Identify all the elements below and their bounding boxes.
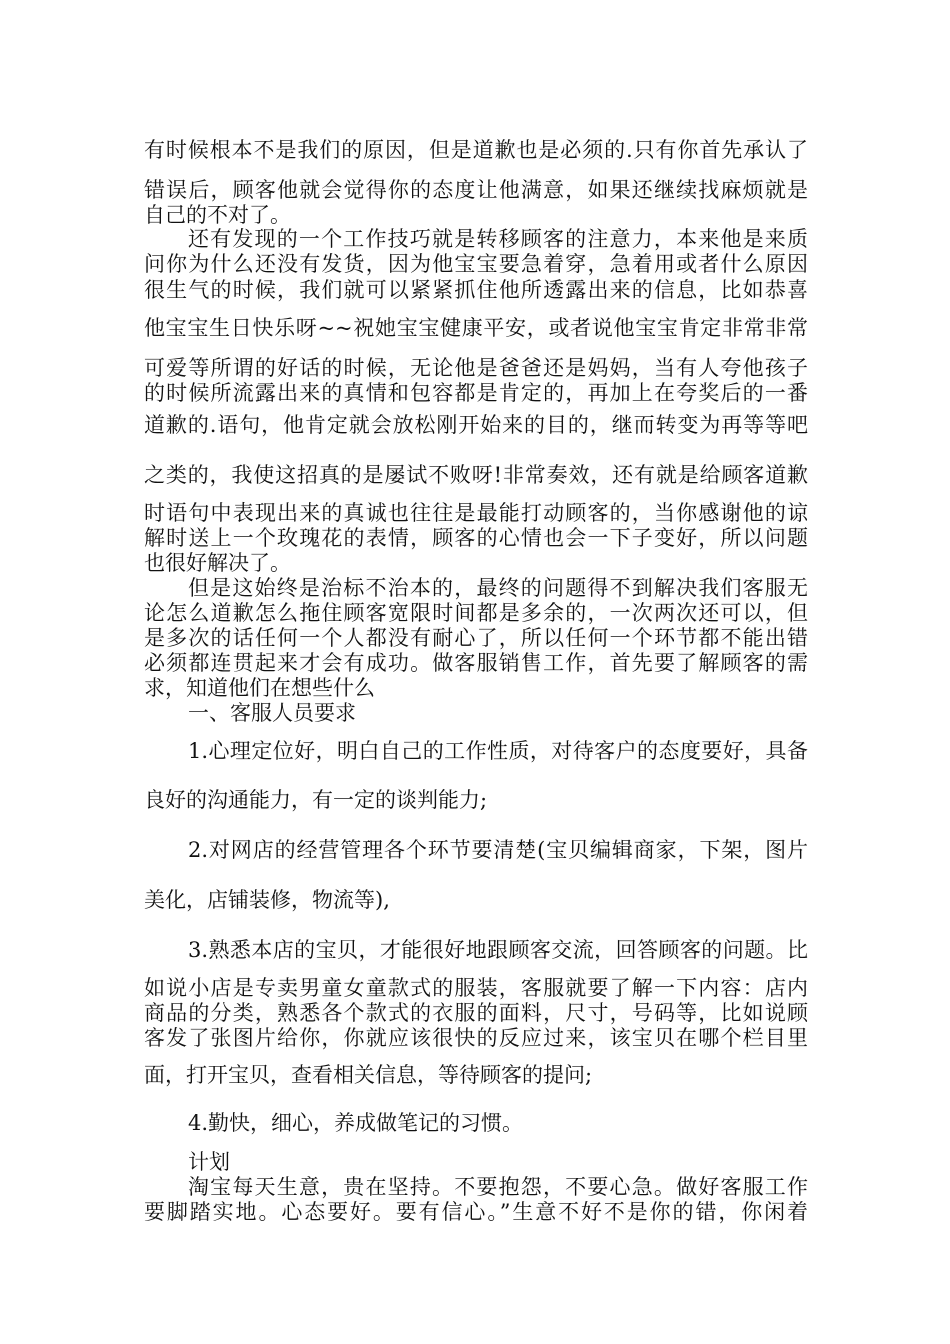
text-line: 2.对网店的经营管理各个环节要清楚(宝贝编辑商家，下架，图片: [188, 838, 808, 862]
text-line: 错误后，顾客他就会觉得你的态度让他满意，如果还继续找麻烦就是: [144, 178, 808, 202]
text-line: 淘宝每天生意，贵在坚持。不要抱怨，不要心急。做好客服工作: [188, 1175, 808, 1199]
text-line: 可爱等所谓的好话的时候，无论他是爸爸还是妈妈，当有人夸他孩子: [144, 356, 808, 380]
text-line: 但是这始终是治标不治本的，最终的问题得不到解决我们客服无: [188, 576, 808, 600]
text-line: 美化，店铺装修，物流等),: [144, 888, 390, 912]
text-line: 解时送上一个玫瑰花的表情，顾客的心情也会一下子变好，所以问题: [144, 526, 808, 550]
section-heading: 计划: [188, 1150, 230, 1174]
text-line: 道歉的.语句，他肯定就会放松刚开始来的目的，继而转变为再等等吧: [144, 413, 808, 437]
text-line: 要脚踏实地。心态要好。要有信心。”生意不好不是你的错，你闲着: [144, 1200, 808, 1224]
text-line: 的时候所流露出来的真情和包容都是肯定的，再加上在夸奖后的一番: [144, 381, 808, 405]
text-line: 论怎么道歉怎么拖住顾客宽限时间都是多余的，一次两次还可以，但: [144, 601, 808, 625]
text-line: 商品的分类，熟悉各个款式的衣服的面料，尺寸，号码等，比如说顾: [144, 1001, 808, 1025]
section-heading: 一、客服人员要求: [188, 701, 356, 725]
text-line: 面，打开宝贝，查看相关信息，等待顾客的提问;: [144, 1063, 593, 1087]
text-line: 是多次的话任何一个人都没有耐心了，所以任何一个环节都不能出错: [144, 626, 808, 650]
text-line: 自己的不对了。: [144, 203, 291, 227]
text-line: 他宝宝生日快乐呀~~祝她宝宝健康平安，或者说他宝宝肯定非常非常: [144, 316, 808, 340]
text-line: 时语句中表现出来的真诚也往往是最能打动顾客的，当你感谢他的谅: [144, 501, 808, 525]
text-line: 问你为什么还没有发货，因为他宝宝要急着穿，急着用或者什么原因: [144, 252, 808, 276]
text-line: 还有发现的一个工作技巧就是转移顾客的注意力，本来他是来质: [188, 227, 808, 251]
text-line: 如说小店是专卖男童女童款式的服装，客服就要了解一下内容：店内: [144, 976, 808, 1000]
text-line: 很生气的时候，我们就可以紧紧抓住他所透露出来的信息，比如恭喜: [144, 278, 808, 302]
text-line: 有时候根本不是我们的原因，但是道歉也是必须的.只有你首先承认了: [144, 138, 808, 162]
text-line: 4.勤快，细心，养成做笔记的习惯。: [188, 1111, 524, 1135]
text-line: 之类的，我使这招真的是屡试不败呀!非常奏效，还有就是给顾客道歉: [144, 463, 808, 487]
text-line: 良好的沟通能力，有一定的谈判能力;: [144, 788, 488, 812]
text-line: 客发了张图片给你，你就应该很快的反应过来，该宝贝在哪个栏目里: [144, 1026, 808, 1050]
text-line: 必须都连贯起来才会有成功。做客服销售工作，首先要了解顾客的需: [144, 651, 808, 675]
text-line: 求，知道他们在想些什么: [144, 676, 375, 700]
text-line: 3.熟悉本店的宝贝，才能很好地跟顾客交流，回答顾客的问题。比: [188, 938, 808, 962]
text-line: 1.心理定位好，明白自己的工作性质，对待客户的态度要好，具备: [188, 739, 808, 763]
text-line: 也很好解决了。: [144, 551, 291, 575]
